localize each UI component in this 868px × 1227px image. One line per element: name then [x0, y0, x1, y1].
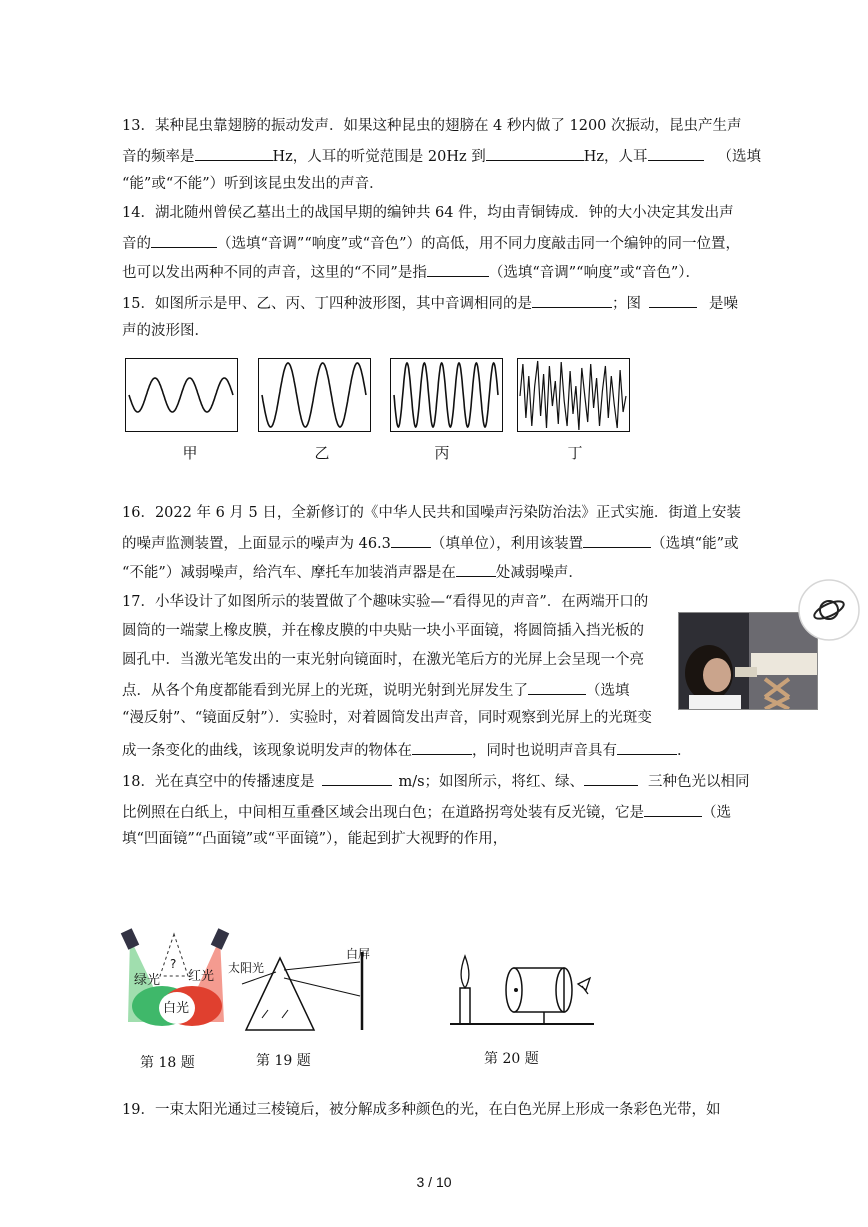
- waveform-ding: [517, 356, 631, 433]
- q17-line6: [122, 739, 692, 761]
- waveform-yi: [258, 358, 372, 433]
- q17-line5: “漫反射”、“镜面反射”）．实验时，对着圆筒发出声音，同时观察到光屏上的光斑变: [122, 710, 652, 726]
- q18-text: 三种色光以相同: [648, 774, 750, 790]
- q17-line3: 圆孔中．当激光笔发出的一束光射向镜面时，在激光笔后方的光屏上会呈现一个亮: [122, 652, 644, 668]
- q15-line2: 声的波形图．: [122, 323, 209, 339]
- white-screen-label: 白屏: [346, 947, 371, 961]
- q14-text: （选填“音调”“响度”或“音色”）．: [488, 265, 701, 281]
- figure-18-caption: 第 18 题: [140, 1055, 195, 1071]
- page-number: 3 / 10: [416, 1174, 452, 1190]
- sunlight-label: 太阳光: [228, 961, 265, 975]
- q17-text: （选填: [586, 683, 630, 699]
- q15-text: 15．如图所示是甲、乙、丙、丁四种波形图，其中音调相同的是: [122, 296, 532, 312]
- figure-20-candle-drum: [448, 948, 598, 1030]
- q16-text: “不能”）减弱噪声，给汽车、摩托车加装消声器是在: [122, 565, 456, 581]
- q15-line1: [122, 292, 738, 314]
- white-light-label: 白光: [163, 1001, 190, 1016]
- q17-line1: 17．小华设计了如图所示的装置做了个趣味实验—“看得见的声音”．在两端开口的: [122, 594, 649, 610]
- answer-blank[interactable]: [412, 739, 472, 755]
- unknown-light-label: ?: [170, 957, 177, 971]
- q18-text: （选: [702, 805, 731, 821]
- answer-blank[interactable]: [486, 145, 584, 161]
- answer-blank[interactable]: [532, 292, 612, 308]
- q18-line2: [122, 801, 731, 823]
- q14-text: 音的: [122, 236, 151, 252]
- q17-line2: 圆筒的一端蒙上橡皮膜，并在橡皮膜的中央贴一块小平面镜，将圆筒插入挡光板的: [122, 623, 644, 639]
- q13-text: （选填: [717, 149, 762, 165]
- q17-text: 成一条变化的曲线，该现象说明发声的物体在: [122, 743, 412, 759]
- q14-text: （选填“音调”“响度”或“音色”）的高低，用不同力度敲击同一个编钟的同一位置，: [217, 236, 740, 252]
- answer-blank[interactable]: [644, 801, 702, 817]
- q16-text: （填单位），利用该装置: [430, 536, 584, 552]
- answer-blank[interactable]: [322, 770, 392, 786]
- wave-label-bing: 丙: [434, 444, 450, 462]
- q13-line2: [122, 145, 761, 167]
- green-light-label: 绿光: [134, 973, 161, 988]
- answer-blank[interactable]: [583, 532, 651, 548]
- planet-icon[interactable]: [797, 578, 861, 642]
- q16-line3: [122, 561, 583, 583]
- figure-18-color-lights: [120, 926, 232, 1038]
- waveform-jia: [125, 358, 239, 433]
- answer-blank[interactable]: [649, 292, 697, 308]
- q16-line2: [122, 532, 738, 554]
- q15-text: 是噪: [708, 296, 738, 312]
- answer-blank[interactable]: [456, 561, 496, 577]
- q18-text: 比例照在白纸上，中间相互重叠区域会出现白色；在道路拐弯处装有反光镜，它是: [122, 805, 644, 821]
- q14-line3: [122, 261, 700, 283]
- waveform-bing: [390, 356, 504, 433]
- q17-text: ，同时也说明声音具有: [472, 743, 617, 759]
- answer-blank[interactable]: [391, 532, 431, 548]
- wave-label-yi: 乙: [314, 444, 330, 462]
- answer-blank[interactable]: [584, 770, 638, 786]
- q18-text: 18．光在真空中的传播速度是: [122, 774, 315, 790]
- q14-text: 也可以发出两种不同的声音，这里的“不同”是指: [122, 265, 427, 281]
- q17-text: ．: [677, 743, 692, 759]
- q17-line4: [122, 679, 630, 701]
- q14-line2: [122, 232, 740, 254]
- red-light-label: 红光: [188, 969, 215, 984]
- answer-blank[interactable]: [528, 679, 586, 695]
- figure-19-caption: 第 19 题: [256, 1053, 311, 1069]
- wave-label-ding: 丁: [567, 444, 583, 462]
- q16-text: （选填“能”或: [651, 536, 739, 552]
- figure-20-caption: 第 20 题: [484, 1051, 539, 1067]
- answer-blank[interactable]: [427, 261, 489, 277]
- wave-label-jia: 甲: [182, 444, 198, 462]
- q13-line3: “能”或“不能”）听到该昆虫发出的声音．: [122, 176, 384, 192]
- q16-text: 的噪声监测装置，上面显示的噪声为 46.3: [122, 536, 391, 552]
- q16-text: 处减弱噪声．: [495, 565, 583, 581]
- q13-text: 音的频率是: [122, 149, 195, 165]
- q17-text: 点．从各个角度都能看到光屏上的光斑，说明光射到光屏发生了: [122, 683, 528, 699]
- answer-blank[interactable]: [151, 232, 217, 248]
- q18-line1: [122, 770, 750, 792]
- q16-line1: 16．2022 年 6 月 5 日，全新修订的《中华人民共和国噪声污染防治法》正式实施．街道上安装: [122, 505, 741, 521]
- q15-text: ；图: [611, 296, 641, 312]
- answer-blank[interactable]: [617, 739, 677, 755]
- q13-text: Hz，人耳: [583, 149, 648, 165]
- q13-text: Hz，人耳的听觉范围是 20Hz 到: [272, 149, 486, 165]
- answer-blank[interactable]: [648, 145, 704, 161]
- figure-19-prism: [222, 938, 382, 1038]
- q18-line3: 填“凹面镜”“凸面镜”或“平面镜”），能起到扩大视野的作用，: [122, 831, 508, 847]
- q14-line1: 14．湖北随州曾侯乙墓出土的战国早期的编钟共 64 件，均由青铜铸成．钟的大小决定其发出声: [122, 205, 734, 221]
- q18-text: m/s；如图所示，将红、绿、: [398, 774, 585, 790]
- q13-line1: 13．某种昆虫靠翅膀的振动发声．如果这种昆虫的翅膀在 4 秒内做了 1200 次振动，昆虫产生声: [122, 118, 742, 134]
- answer-blank[interactable]: [195, 145, 273, 161]
- q19-line1: 19．一束太阳光通过三棱镜后，被分解成多种颜色的光，在白色光屏上形成一条彩色光带，如: [122, 1102, 721, 1118]
